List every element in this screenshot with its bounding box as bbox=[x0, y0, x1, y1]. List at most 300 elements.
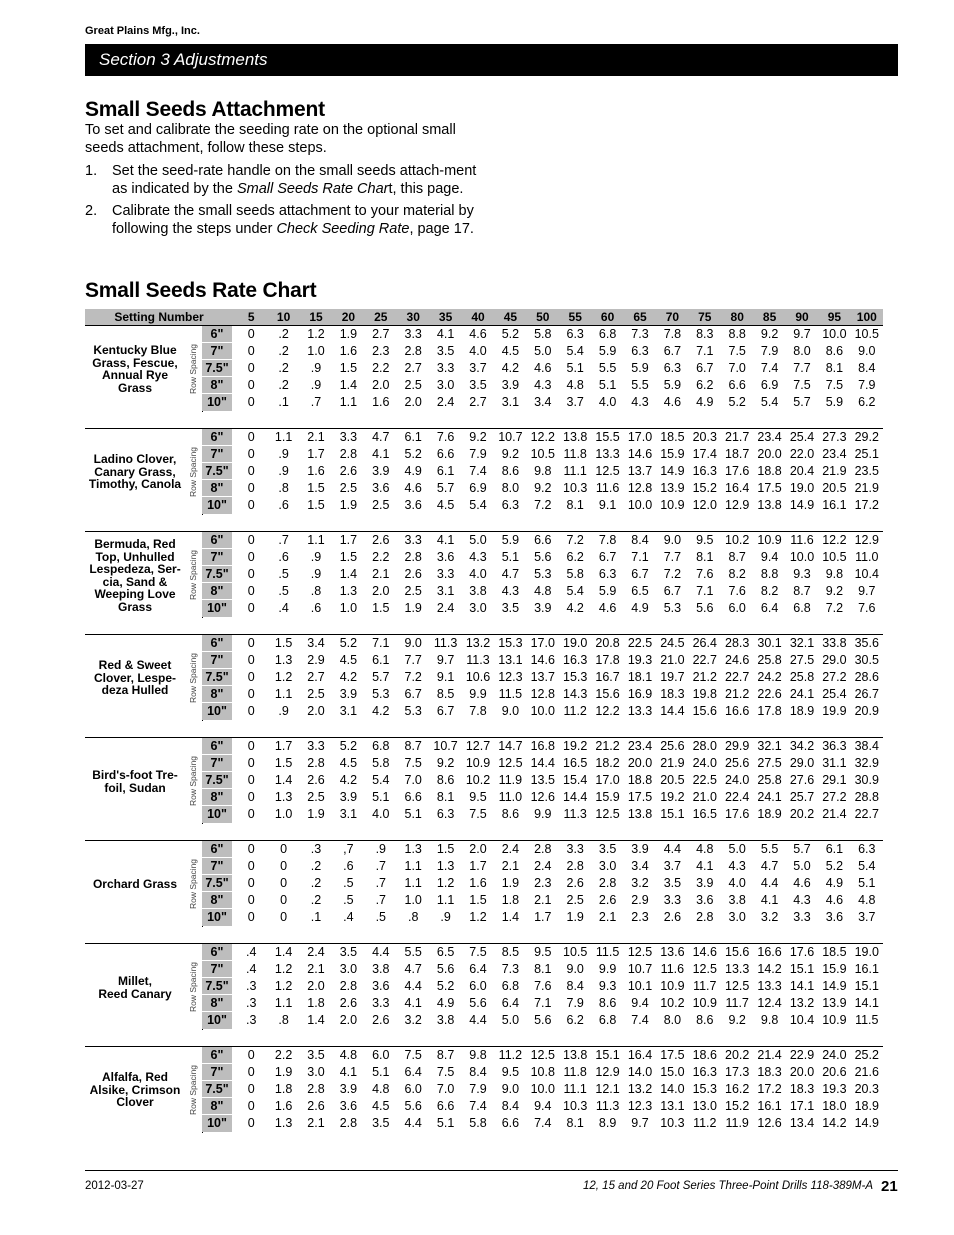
rate-cell: 2.8 bbox=[534, 842, 552, 856]
rate-cell: 1.3 bbox=[274, 653, 293, 667]
rate-cell: .8 bbox=[278, 481, 289, 495]
rate-cell: 3.3 bbox=[372, 996, 390, 1010]
rate-cell: 6.6 bbox=[728, 378, 746, 392]
rate-cell: 0 bbox=[247, 773, 255, 787]
rate-cell: 16.9 bbox=[627, 687, 653, 701]
rate-cell: 2.5 bbox=[404, 584, 422, 598]
rate-cell: 17.2 bbox=[854, 498, 879, 512]
rate-cell: 14.1 bbox=[854, 996, 879, 1010]
rate-cell: 11.2 bbox=[693, 1116, 717, 1130]
rate-cell: 0 bbox=[247, 1116, 255, 1130]
rate-cell: 6.5 bbox=[631, 584, 649, 598]
rate-cell: 6.8 bbox=[372, 739, 390, 753]
rate-cell: .3 bbox=[245, 1013, 257, 1027]
rate-cell: 8.4 bbox=[469, 1065, 487, 1079]
rate-cell: 0 bbox=[247, 893, 255, 907]
rate-cell: 21.6 bbox=[854, 1065, 879, 1079]
rate-cell: 28.3 bbox=[725, 636, 750, 650]
table-row bbox=[202, 875, 883, 892]
rate-cell: 9.4 bbox=[631, 996, 649, 1010]
table-row bbox=[202, 566, 883, 583]
seed-name-line: Top, Unhulled bbox=[95, 549, 175, 564]
rate-cell: 7.2 bbox=[663, 567, 682, 581]
rate-cell: 1.9 bbox=[339, 498, 358, 512]
seed-name-line: Ladino Clover, bbox=[93, 452, 177, 466]
rate-cell: 3.4 bbox=[534, 395, 552, 409]
rate-cell: 0 bbox=[247, 1099, 255, 1113]
row-spacing-cell: 8" bbox=[202, 892, 232, 909]
rate-cell: 13.7 bbox=[627, 464, 653, 478]
rate-cell: 3.3 bbox=[404, 533, 422, 547]
rate-cell: 0 bbox=[247, 361, 255, 375]
table-row bbox=[202, 394, 883, 411]
rate-cell: 30.9 bbox=[854, 773, 879, 787]
rate-cell: 3.3 bbox=[339, 430, 358, 444]
rate-cell: 12.9 bbox=[854, 533, 879, 547]
rate-cell: 1.2 bbox=[274, 670, 293, 684]
rate-cell: .2 bbox=[310, 859, 322, 873]
rate-cell: 6.2 bbox=[696, 378, 714, 392]
rate-cell: .1 bbox=[310, 910, 322, 924]
rate-cell: 3.8 bbox=[728, 893, 746, 907]
seed-group bbox=[85, 325, 883, 412]
table-row bbox=[202, 772, 883, 789]
rate-cell: 6.2 bbox=[858, 395, 876, 409]
rate-cell: 12.8 bbox=[627, 481, 653, 495]
rate-cell: 1.4 bbox=[339, 378, 358, 392]
rate-cell: 13.8 bbox=[563, 430, 588, 444]
rate-cell: 15.1 bbox=[789, 962, 815, 976]
seed-name-line: Orchard Grass bbox=[92, 877, 178, 891]
rate-cell: 0 bbox=[247, 876, 255, 890]
rate-cell: 25.1 bbox=[854, 447, 879, 461]
step-text: Calibrate the small seeds attachment to your material by following the steps under bbox=[112, 203, 474, 237]
step-text: Set the seed-rate handle on the small seeds attach-ment as indicated by the bbox=[112, 163, 477, 197]
rate-cell: 10.5 bbox=[563, 945, 588, 959]
rate-cell: 6.7 bbox=[404, 687, 422, 701]
rate-cell: 12.1 bbox=[595, 1082, 620, 1096]
rate-cell: 0 bbox=[247, 842, 255, 856]
rate-cell: 7.6 bbox=[534, 979, 552, 993]
rate-cell: 2.1 bbox=[501, 859, 520, 873]
rate-cell: 3.8 bbox=[469, 584, 487, 598]
setting-header-cell: 50 bbox=[536, 310, 550, 324]
rate-cell: 17.3 bbox=[725, 1065, 750, 1079]
rate-cell: 8.6 bbox=[501, 464, 520, 478]
rate-cell: 25.8 bbox=[757, 653, 782, 667]
rate-cell: 29.9 bbox=[725, 739, 750, 753]
rate-cell: 15.9 bbox=[822, 962, 847, 976]
row-spacing-label-box bbox=[184, 635, 203, 721]
rate-cell: 1.5 bbox=[307, 481, 325, 495]
row-spacing-label: Row Spacing bbox=[188, 549, 198, 601]
rate-cell: 4.2 bbox=[339, 670, 358, 684]
rate-cell: 11.1 bbox=[563, 464, 587, 478]
row-spacing-cell: 7" bbox=[202, 343, 232, 360]
rate-cell: 2.5 bbox=[404, 378, 422, 392]
row-spacing-cell: 6" bbox=[202, 635, 232, 652]
rate-cell: 17.6 bbox=[725, 807, 750, 821]
rate-cell: 27.5 bbox=[789, 653, 815, 667]
rate-cell: .2 bbox=[278, 344, 289, 358]
rate-cell: 3.7 bbox=[663, 859, 682, 873]
rate-cell: 7.2 bbox=[534, 498, 552, 512]
row-spacing-cell: 6" bbox=[202, 738, 232, 755]
row-spacing-cell: 6" bbox=[202, 326, 232, 343]
rate-cell: 10.9 bbox=[822, 1013, 847, 1027]
rate-cell: 0 bbox=[247, 378, 255, 392]
rate-cell: 25.4 bbox=[789, 430, 815, 444]
rate-cell: 20.0 bbox=[789, 1065, 815, 1079]
rate-cell: .6 bbox=[278, 498, 289, 512]
row-spacing-label: Row Spacing bbox=[188, 858, 198, 910]
table-row bbox=[202, 1047, 883, 1064]
setting-number-label: Setting Number bbox=[114, 310, 204, 324]
rate-cell: 5.3 bbox=[534, 567, 552, 581]
rate-cell: 1.6 bbox=[469, 876, 487, 890]
rate-cell: 3.3 bbox=[436, 361, 455, 375]
rate-cell: .3 bbox=[245, 996, 257, 1010]
table-row bbox=[202, 978, 883, 995]
rate-cell: 5.1 bbox=[566, 361, 584, 375]
rate-cell: .9 bbox=[310, 361, 322, 375]
rate-cell: 2.6 bbox=[372, 533, 390, 547]
table-row bbox=[202, 944, 883, 961]
rate-cell: 17.6 bbox=[725, 464, 750, 478]
table-row bbox=[202, 1115, 883, 1132]
setting-header-cell: 45 bbox=[503, 310, 518, 324]
rate-cell: 4.0 bbox=[728, 876, 746, 890]
rate-cell: 3.7 bbox=[566, 395, 584, 409]
rate-cell: 14.4 bbox=[563, 790, 588, 804]
rate-cell: 1.4 bbox=[339, 567, 358, 581]
rate-cell: 6.7 bbox=[696, 361, 714, 375]
rate-cell: 21.0 bbox=[660, 653, 685, 667]
rate-cell: 0 bbox=[280, 893, 288, 907]
rate-cell: 3.5 bbox=[663, 876, 682, 890]
rate-cell: 10.9 bbox=[660, 979, 685, 993]
rate-cell: 9.2 bbox=[534, 481, 552, 495]
rate-cell: 0 bbox=[247, 430, 255, 444]
rate-cell: 1.1 bbox=[307, 533, 325, 547]
rate-cell: 7.9 bbox=[566, 996, 584, 1010]
rate-cell: 4.6 bbox=[469, 327, 487, 341]
rate-cell: 10.3 bbox=[563, 481, 588, 495]
rate-cell: 0 bbox=[247, 670, 255, 684]
setting-header-cell: 35 bbox=[438, 310, 453, 324]
table-row bbox=[202, 892, 883, 909]
rate-cell: 1.2 bbox=[436, 876, 455, 890]
rate-cell: 7.9 bbox=[858, 378, 876, 392]
rate-cell: .5 bbox=[278, 584, 289, 598]
rate-cell: 0 bbox=[247, 447, 255, 461]
rate-cell: 1.9 bbox=[404, 601, 422, 615]
rate-cell: 20.0 bbox=[757, 447, 782, 461]
rate-cell: 3.2 bbox=[631, 876, 649, 890]
rate-cell: 4.6 bbox=[404, 481, 422, 495]
rate-cell: 2.3 bbox=[372, 344, 390, 358]
rate-cell: 12.2 bbox=[595, 704, 620, 718]
rate-cell: 0 bbox=[280, 876, 288, 890]
rate-cell: 2.6 bbox=[339, 464, 358, 478]
row-spacing-cell: 7" bbox=[202, 961, 232, 978]
rate-cell: 5.4 bbox=[566, 344, 584, 358]
rate-cell: 5.1 bbox=[372, 790, 390, 804]
rate-cell: 5.8 bbox=[469, 1116, 487, 1130]
rate-cell: 13.7 bbox=[530, 670, 555, 684]
rate-cell: 16.1 bbox=[854, 962, 879, 976]
rate-cell: 9.1 bbox=[436, 670, 455, 684]
rate-cell: 18.3 bbox=[757, 1065, 782, 1079]
rate-cell: 1.0 bbox=[274, 807, 293, 821]
rate-cell: 9.9 bbox=[469, 687, 487, 701]
rate-cell: 2.6 bbox=[566, 876, 584, 890]
rate-cell: 21.9 bbox=[854, 481, 879, 495]
rate-cell: 4.6 bbox=[598, 601, 617, 615]
rate-cell: 16.1 bbox=[822, 498, 847, 512]
rate-cell: 21.9 bbox=[822, 464, 847, 478]
table-row bbox=[202, 909, 883, 926]
rate-cell: 24.5 bbox=[660, 636, 685, 650]
rate-cell: 16.6 bbox=[725, 704, 750, 718]
rate-cell: 1.6 bbox=[372, 395, 390, 409]
rate-cell: 10.8 bbox=[530, 1065, 555, 1079]
row-spacing-cell: 10" bbox=[202, 703, 232, 720]
rate-cell: 10.0 bbox=[627, 498, 653, 512]
rate-cell: 19.0 bbox=[563, 636, 588, 650]
rate-cell: 5.5 bbox=[404, 945, 422, 959]
rate-cell: 14.4 bbox=[530, 756, 555, 770]
setting-header-cell: 70 bbox=[665, 310, 680, 324]
rate-cell: 7.0 bbox=[728, 361, 746, 375]
rate-cell: 2.6 bbox=[372, 1013, 390, 1027]
rate-cell: 9.2 bbox=[501, 447, 520, 461]
rate-cell: 6.7 bbox=[663, 344, 682, 358]
rate-cell: 12.9 bbox=[595, 1065, 620, 1079]
rate-cell: 4.2 bbox=[566, 601, 584, 615]
rate-cell: 13.5 bbox=[530, 773, 555, 787]
section-title: Section 3 Adjustments bbox=[99, 50, 268, 69]
row-spacing-label: Row Spacing bbox=[188, 343, 198, 395]
rate-cell: 28.0 bbox=[692, 739, 717, 753]
rate-cell: 8.7 bbox=[436, 1048, 455, 1062]
rate-cell: 32.1 bbox=[789, 636, 815, 650]
rate-cell: 8.1 bbox=[566, 498, 584, 512]
rate-cell: 11.9 bbox=[725, 1116, 749, 1130]
setting-header-cell: 5 bbox=[247, 310, 255, 324]
company-name: Great Plains Mfg., Inc. bbox=[85, 25, 200, 37]
rate-cell: 11.3 bbox=[595, 1099, 620, 1113]
rate-cell: 9.2 bbox=[436, 756, 455, 770]
rate-cell: 6.6 bbox=[501, 1116, 520, 1130]
rate-cell: 3.4 bbox=[307, 636, 325, 650]
rate-cell: 7.8 bbox=[598, 533, 617, 547]
rate-cell: 1.7 bbox=[274, 739, 293, 753]
rate-cell: 0 bbox=[247, 636, 255, 650]
rate-cell: 15.3 bbox=[498, 636, 523, 650]
rate-cell: 9.7 bbox=[793, 327, 811, 341]
rate-cell: 3.0 bbox=[307, 1065, 325, 1079]
rate-cell: 13.0 bbox=[692, 1099, 717, 1113]
section-header-bar bbox=[85, 44, 898, 76]
setting-header-cell: 30 bbox=[406, 310, 420, 324]
rate-cell: 19.8 bbox=[692, 687, 717, 701]
setting-header-cell: 25 bbox=[374, 310, 388, 324]
intro-paragraph: To set and calibrate the seeding rate on the optional small seeds attachment, follow these steps. bbox=[85, 122, 456, 156]
rate-cell: 1.0 bbox=[339, 601, 358, 615]
rate-cell: 6.1 bbox=[436, 464, 455, 478]
rate-cell: 3.3 bbox=[307, 739, 325, 753]
rate-cell: 1.2 bbox=[469, 910, 487, 924]
rate-cell: 9.0 bbox=[501, 1082, 520, 1096]
seed-name-line: Lespedeza, Ser- bbox=[89, 562, 181, 576]
rate-cell: 9.3 bbox=[598, 979, 617, 993]
rate-cell: 32.1 bbox=[757, 739, 782, 753]
rate-cell: 6.3 bbox=[598, 567, 617, 581]
rate-cell: 11.8 bbox=[563, 1065, 587, 1079]
rate-cell: 7.6 bbox=[436, 430, 455, 444]
rate-cell: 2.8 bbox=[307, 756, 325, 770]
step-text-end: t, this page. bbox=[388, 180, 464, 197]
rate-cell: .9 bbox=[310, 550, 322, 564]
rate-cell: 3.0 bbox=[339, 962, 358, 976]
rate-cell: 2.3 bbox=[631, 910, 649, 924]
rate-cell: 3.2 bbox=[404, 1013, 422, 1027]
setting-header-cell: 85 bbox=[762, 310, 777, 324]
rate-cell: 13.4 bbox=[789, 1116, 815, 1130]
rate-cell: 1.2 bbox=[274, 962, 293, 976]
rate-cell: 5.9 bbox=[598, 344, 617, 358]
rate-cell: 5.9 bbox=[631, 361, 649, 375]
rate-cell: 5.4 bbox=[760, 395, 779, 409]
rate-cell: 8.5 bbox=[436, 687, 455, 701]
rate-cell: 4.2 bbox=[501, 361, 520, 375]
rate-cell: 2.1 bbox=[534, 893, 552, 907]
row-spacing-cell: 8" bbox=[202, 480, 232, 497]
rate-cell: 4.1 bbox=[404, 996, 422, 1010]
rate-cell: 10.3 bbox=[563, 1099, 588, 1113]
rate-cell: 13.6 bbox=[660, 945, 685, 959]
row-spacing-cell: 10" bbox=[202, 1012, 232, 1029]
rate-cell: .7 bbox=[278, 533, 289, 547]
rate-cell: 17.5 bbox=[660, 1048, 685, 1062]
rate-cell: 1.7 bbox=[339, 533, 358, 547]
table-row bbox=[202, 789, 883, 806]
rate-cell: 1.9 bbox=[274, 1065, 293, 1079]
rate-cell: 9.5 bbox=[534, 945, 552, 959]
rate-cell: 9.2 bbox=[728, 1013, 746, 1027]
rate-cell: 19.2 bbox=[660, 790, 685, 804]
intro-block bbox=[85, 122, 480, 243]
rate-cell: 8.1 bbox=[825, 361, 844, 375]
rate-cell: 2.4 bbox=[307, 945, 325, 959]
rate-cell: 4.3 bbox=[631, 395, 649, 409]
seed-group bbox=[85, 943, 883, 1030]
rate-cell: 3.6 bbox=[372, 481, 390, 495]
rate-cell: 22.5 bbox=[692, 773, 717, 787]
rate-cell: 3.5 bbox=[436, 344, 455, 358]
row-spacing-cell: 10" bbox=[202, 497, 232, 514]
rate-cell: 10.1 bbox=[627, 979, 653, 993]
rate-cell: .9 bbox=[310, 378, 322, 392]
row-spacing-label: Row Spacing bbox=[188, 446, 198, 498]
rate-cell: 3.7 bbox=[469, 361, 487, 375]
seed-name-line: Grass, Fescue, bbox=[92, 355, 178, 370]
rate-cell: 2.8 bbox=[598, 876, 617, 890]
rate-cell: 11.0 bbox=[498, 790, 523, 804]
rate-cell: 20.0 bbox=[627, 756, 653, 770]
setting-header-cell: 95 bbox=[827, 310, 842, 324]
rate-cell: 1.5 bbox=[274, 636, 293, 650]
rate-cell: 23.5 bbox=[854, 464, 879, 478]
rate-cell: 4.0 bbox=[372, 807, 390, 821]
rate-cell: .5 bbox=[375, 910, 386, 924]
rate-cell: 6.6 bbox=[436, 1099, 455, 1113]
rate-cell: 9.5 bbox=[696, 533, 714, 547]
table-row bbox=[202, 600, 883, 617]
rate-cell: 1.4 bbox=[274, 773, 293, 787]
rate-cell: 4.4 bbox=[663, 842, 682, 856]
rate-cell: 4.4 bbox=[404, 979, 422, 993]
setting-header-cell: 75 bbox=[698, 310, 712, 324]
rate-cell: 14.6 bbox=[627, 447, 653, 461]
rate-cell: 25.8 bbox=[757, 773, 782, 787]
rate-cell: 24.1 bbox=[757, 790, 782, 804]
rate-cell: 0 bbox=[247, 653, 255, 667]
rate-cell: 9.2 bbox=[469, 430, 487, 444]
seed-name-line: Grass bbox=[117, 599, 153, 614]
rate-cell: 6.3 bbox=[436, 807, 455, 821]
row-spacing-cell: 6" bbox=[202, 429, 232, 446]
rate-cell: 7.2 bbox=[825, 601, 844, 615]
rate-cell: 0 bbox=[247, 704, 255, 718]
row-spacing-cell: 10" bbox=[202, 909, 232, 926]
rate-cell: 10.2 bbox=[465, 773, 491, 787]
rate-cell: 12.5 bbox=[530, 1048, 555, 1062]
rate-cell: .8 bbox=[407, 910, 419, 924]
table-row bbox=[202, 532, 883, 549]
rate-cell: 4.1 bbox=[436, 327, 455, 341]
rate-cell: 3.6 bbox=[339, 1099, 358, 1113]
rate-cell: .6 bbox=[278, 550, 289, 564]
rate-cell: 15.4 bbox=[563, 773, 588, 787]
rate-cell: 1.0 bbox=[404, 893, 422, 907]
rate-cell: 13.3 bbox=[627, 704, 653, 718]
setting-header-cell: 10 bbox=[276, 310, 291, 324]
rate-cell: 5.7 bbox=[793, 395, 811, 409]
rate-cell: 18.9 bbox=[854, 1099, 879, 1113]
seed-group-name bbox=[85, 538, 185, 613]
rate-cell: 23.4 bbox=[627, 739, 653, 753]
rate-cell: 4.5 bbox=[501, 344, 520, 358]
rate-cell: 3.0 bbox=[598, 859, 617, 873]
rate-cell: 5.8 bbox=[372, 756, 390, 770]
rate-cell: 21.2 bbox=[725, 687, 750, 701]
rate-cell: 15.3 bbox=[563, 670, 588, 684]
rate-cell: 19.7 bbox=[660, 670, 685, 684]
rate-cell: 21.0 bbox=[692, 790, 717, 804]
rate-cell: 1.6 bbox=[274, 1099, 293, 1113]
rate-cell: 7.5 bbox=[728, 344, 746, 358]
rate-cell: .5 bbox=[343, 876, 354, 890]
row-spacing-cell: 7.5" bbox=[202, 360, 232, 377]
rate-cell: 1.8 bbox=[274, 1082, 293, 1096]
rate-cell: 11.5 bbox=[498, 687, 523, 701]
rate-cell: 13.3 bbox=[757, 979, 782, 993]
table-row bbox=[202, 995, 883, 1012]
rate-cell: 13.2 bbox=[627, 1082, 653, 1096]
rate-cell: .9 bbox=[440, 910, 451, 924]
